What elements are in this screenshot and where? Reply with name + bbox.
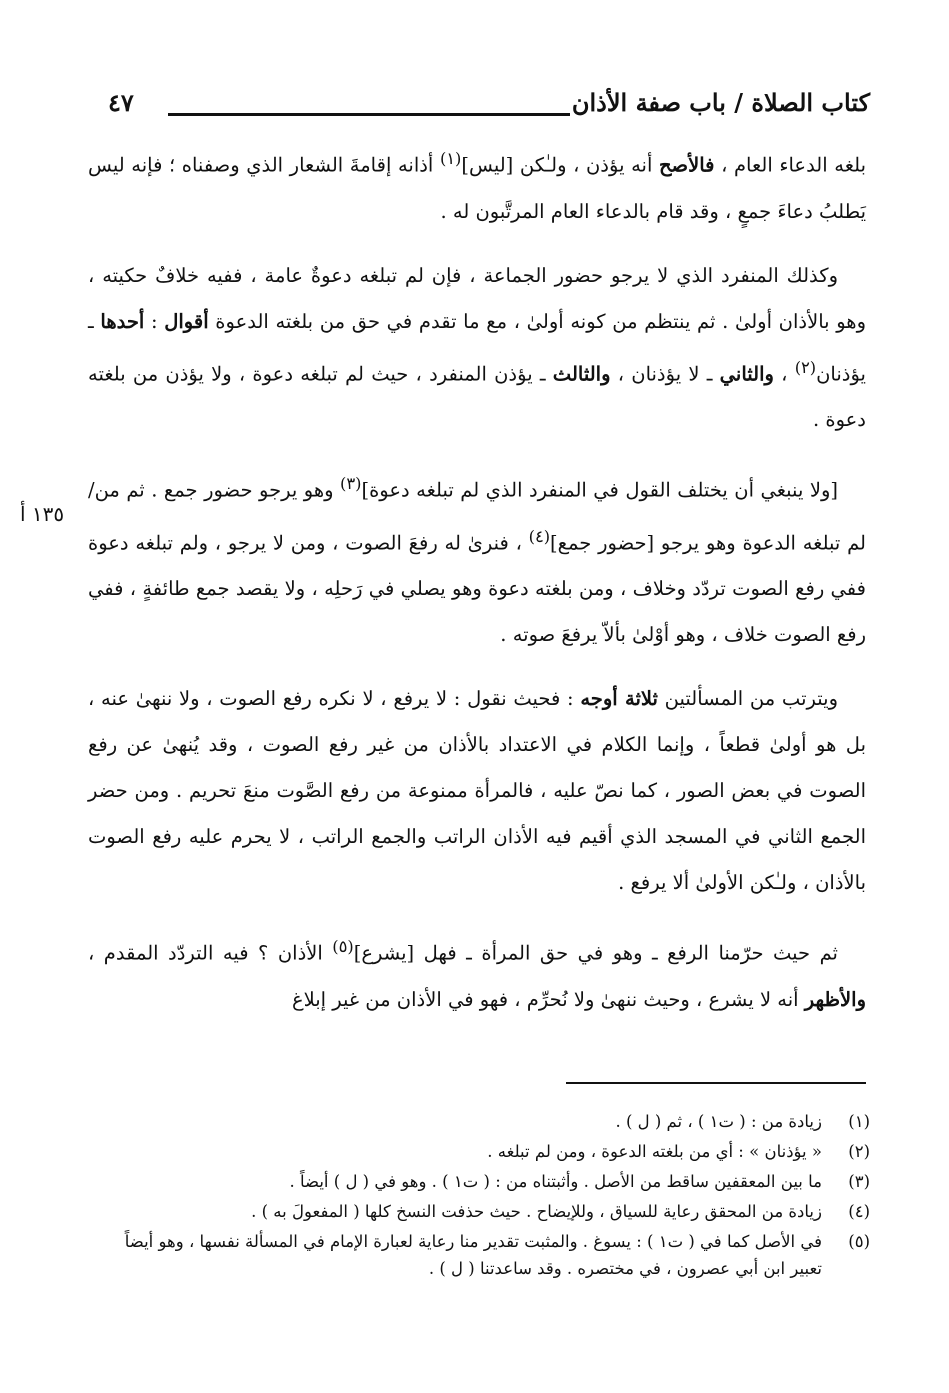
text-run: : xyxy=(144,309,165,333)
text-run: أذانه إقامةَ الشعار الذي وصفناه ؛ فإنه ليس يَطلبُ دعاءَ جمعٍ ، وقد قام بالدعاء العام المرتَّبون له . xyxy=(88,153,866,223)
text-run: الأذان ؟ فيه التردّد المقدم ، xyxy=(88,941,333,965)
main-text xyxy=(88,136,866,1041)
footnote-separator xyxy=(566,1082,866,1084)
paragraph xyxy=(88,924,866,1023)
bold-term: أحدها xyxy=(100,309,145,333)
paragraph xyxy=(88,136,866,235)
text-run: ـ لا يؤذنان ، xyxy=(610,362,720,385)
page-number: ٤٧ xyxy=(108,88,134,117)
text-run: ويترتب من المسألتين xyxy=(657,687,838,710)
footnote-number: (٣) xyxy=(848,1172,870,1191)
footnotes xyxy=(88,1108,870,1285)
footnote-ref: (٢) xyxy=(794,357,817,377)
footnote-number: (٥) xyxy=(848,1232,870,1251)
footnote-ref: (٥) xyxy=(332,937,354,956)
chapter-title: كتاب الصلاة / باب صفة الأذان xyxy=(571,88,870,117)
bold-term: فالأصح xyxy=(658,153,715,177)
manuscript-folio-note: ١٣٥ أ xyxy=(20,502,65,526)
footnote-number: (١) xyxy=(848,1112,870,1131)
text-run: وهو يرجو حضور جمع . ثم من/ لم تبلغه الدعوة وهو يرجو [حضور جمع] xyxy=(88,478,866,554)
footnote-number: (٢) xyxy=(848,1142,870,1161)
paragraph xyxy=(88,461,866,658)
header-rule xyxy=(168,113,570,116)
text-run: ـ يؤذنان xyxy=(88,309,866,385)
text-run: ، xyxy=(773,362,795,385)
footnote-text: زيادة من : ( ت١ ) ، ثم ( ل ) . xyxy=(615,1112,822,1131)
footnote xyxy=(88,1198,870,1225)
bold-term: والثالث xyxy=(552,362,611,385)
text-run: ثم حيث حرّمنا الرفع ـ وهو في حق المرأة ـ فهل [يشرع] xyxy=(353,941,838,965)
bold-term: والأظهر xyxy=(804,987,866,1011)
footnote-ref: (٣) xyxy=(340,474,362,493)
text-run: : فحيث نقول : لا يرفع ، لا نكره رفع الصوت ، ولا ننهىٰ عنه ، بل هو أولىٰ قطعاً ، وإنما الكلام في الاعتداد بالأذان من غير رفع الصوت ، وقد يُنهىٰ عن رفع الصوت في بعض الصور ، كما نصّ عليه ، فالمرأة ممنوعة من رفع الصَّوت منعَ تحريم . ومن حضر الجمع الثاني في المسجد الذي أقيم فيه الأذان الراتب والجمع الراتب ، لا يحرم عليه رفع الصوت بالأذان ، ولـٰكن الأولىٰ ألا يرفع . xyxy=(88,687,867,894)
footnote-ref: (٤) xyxy=(528,526,551,546)
paragraph xyxy=(88,676,866,906)
text-run: وكذلك المنفرد الذي لا يرجو حضور الجماعة ، فإن لم تبلغه دعوةٌ عامة ، ففيه خلافٌ حكيته ، وهو بالأذان أولىٰ . ثم ينتظم من كونه أولىٰ ، مع ما تقدم في حق من بلغته الدعوة xyxy=(88,263,866,333)
footnote-text: ما بين المعقفين ساقط من الأصل . وأثبتناه من : ( ت١ ) . وهو في ( ل ) أيضاً . xyxy=(289,1172,822,1191)
paragraph xyxy=(88,253,866,444)
text-run: ـ يؤذن المنفرد ، حيث لم تبلغه دعوة ، ولا يؤذن من بلغته دعوة . xyxy=(88,362,866,431)
running-header xyxy=(108,88,870,132)
footnote-text: في الأصل كما في ( ت١ ) : يسوغ . والمثبت تقدير منا رعاية لعبارة الإمام في المسألة نفسها ، وهو أيضاً تعبير ابن أبي عصرون ، في مختصره . وقد ساعدتنا ( ل ) . xyxy=(124,1232,822,1278)
text-run: أنه يؤذن ، ولـٰكن [ليس] xyxy=(461,153,659,177)
footnote xyxy=(88,1138,870,1165)
text-run: [ولا ينبغي أن يختلف القول في المنفرد الذي لم تبلغه دعوة] xyxy=(361,478,838,502)
footnote xyxy=(88,1168,870,1195)
footnote-text: « يؤذنان » : أي من بلغته الدعوة ، ومن لم تبلغه . xyxy=(487,1142,822,1161)
bold-term: ثلاثة أوجه xyxy=(580,687,658,710)
bold-term: أقوال xyxy=(164,309,209,333)
footnote-number: (٤) xyxy=(848,1202,870,1221)
footnote-ref: (١) xyxy=(439,149,462,168)
footnote xyxy=(88,1108,870,1135)
text-run: بلغه الدعاء العام ، xyxy=(714,153,866,177)
bold-term: والثاني xyxy=(719,362,774,385)
footnote-text: زيادة من المحقق رعاية للسياق ، وللإيضاح . حيث حذفت النسخ كلها ( المفعولَ به ) . xyxy=(251,1202,822,1221)
text-run: ، فنرىٰ له رفعَ الصوت ، ومن لا يرجو ، ولم تبلغه دعوة ففي رفع الصوت تردّد وخلاف ، ومن بلغته دعوة وهو يصلي في رَحلِه ، ولا يقصد جمع طائفةٍ ، ففي رفع الصوت خلاف ، وهو أوْلىٰ بألاّ يرفعَ صوته . xyxy=(88,531,866,646)
footnote xyxy=(88,1228,870,1282)
text-run: أنه لا يشرع ، وحيث ننهىٰ ولا نُحرِّم ، فهو في الأذان من غير إبلاغ xyxy=(291,987,805,1011)
